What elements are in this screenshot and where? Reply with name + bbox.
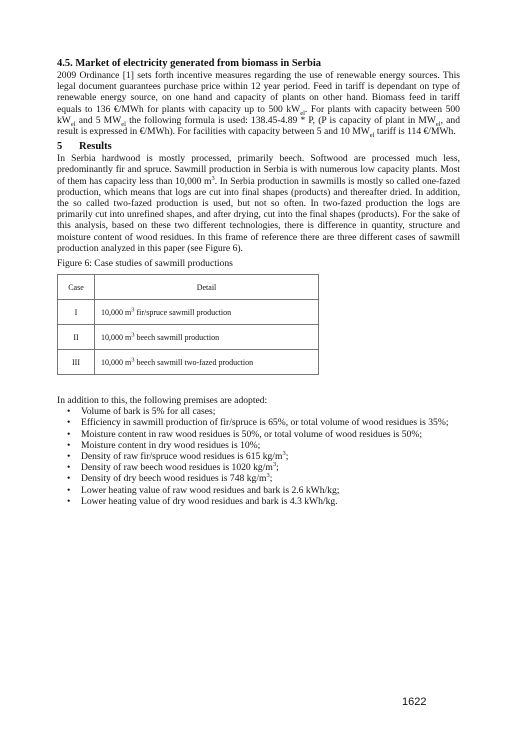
figure-6-caption: Figure 6: Case studies of sawmill productions <box>57 258 233 270</box>
text-run: , and result is expressed in €/MWh). For facilities with capacity between 5 and 10 MW <box>57 114 460 138</box>
header-case: Case <box>58 275 95 300</box>
table-row <box>58 350 319 375</box>
header-detail: Detail <box>95 275 319 300</box>
case-cell: III <box>58 350 95 375</box>
text-run: and 5 MW <box>75 114 122 126</box>
text-run: 10,000 m <box>101 357 132 367</box>
text-run: In Serbia hardwood is mostly processed, primarily beech. Softwood are processed much less, predominantly fir and spruce. Sawmill production in Serbia is with numerous low capacity plants. Most of them has capacity less than 10,000 m <box>57 153 460 187</box>
page-number: 1622 <box>402 696 427 708</box>
superscript: 3 <box>131 330 135 338</box>
list-item: • Efficiency in sawmill production of fir/spruce is 65%, or total volume of wood residues is 35%; <box>81 417 460 428</box>
section-5-paragraph <box>57 153 460 254</box>
detail-cell <box>95 300 319 325</box>
text-run: the following formula is used: 138.45-4.89 * P, (P is capacity of plant in MW <box>125 114 436 126</box>
premises-intro: In addition to this, the following premises are adopted: <box>57 395 268 407</box>
list-item: • Lower heating value of raw wood residues and bark is 2.6 kWh/kg; <box>81 485 460 496</box>
spacer <box>57 375 460 395</box>
section-4-5-heading: 4.5. Market of electricity generated from biomass in Serbia <box>57 58 321 69</box>
text-run: 10,000 m <box>101 307 132 317</box>
section-5-number: 5 <box>57 141 63 153</box>
list-item <box>81 451 460 462</box>
subscript: el <box>300 109 305 117</box>
text-run: ; <box>276 462 279 474</box>
section-5-title: Results <box>79 141 112 153</box>
premises-list <box>57 406 460 507</box>
text-run: ; <box>285 451 289 463</box>
table-row <box>58 300 319 325</box>
subscript: el <box>435 120 441 128</box>
text-run: 10,000 m <box>101 332 132 342</box>
superscript: 3 <box>282 449 286 457</box>
section-5-heading <box>57 141 460 152</box>
text-run: tariff is 114 €/MWh. <box>374 126 456 138</box>
page-content <box>57 58 460 507</box>
list-item: • Moisture content in raw wood residues is 50%, or total volume of wood residues is 50%; <box>81 429 460 440</box>
text-run: ; <box>269 473 273 485</box>
text-run: 2009 Ordinance [1] sets forth incentive measures regarding the use of renewable energy sources. This legal document guarantees purchase price within 12 year period. Feed in tariff is dependant on type of renewable energy source, on one hand and capacity of plants on other hand. Biomass feed in tariff equals to 136 €/MWh for plants with capacity up to 500 kW <box>57 70 460 115</box>
subscript: el <box>70 120 76 128</box>
list-item: • Volume of bark is 5% for all cases; <box>81 406 460 417</box>
superscript: 3 <box>131 305 135 313</box>
superscript: 3 <box>272 461 277 469</box>
list-item <box>81 462 460 473</box>
subscript: el <box>369 131 375 139</box>
superscript: 3 <box>211 174 215 182</box>
list-item: • Lower heating value of dry wood residues and bark is 4.3 kWh/kg. <box>81 496 460 507</box>
superscript: 3 <box>266 472 270 480</box>
case-cell: II <box>58 325 95 350</box>
superscript: 3 <box>131 355 135 363</box>
text-run: Density of dry beech wood residues is 748 kg/m <box>81 473 267 485</box>
text-run: Density of raw fir/spruce wood residues is 615 kg/m <box>81 451 283 463</box>
text-run: fir/spruce sawmill production <box>134 307 232 317</box>
section-4-5-paragraph <box>57 70 460 137</box>
detail-cell <box>95 350 319 375</box>
subscript: el <box>121 120 126 128</box>
list-item: • Moisture content in dry wood residues is 10%; <box>81 440 460 451</box>
table-row <box>58 325 319 350</box>
text-run: . In Serbia production in sawmills is mostly so called one-fazed production, which means that logs are cut into final shapes (products) and thereafter dried. In addition, the so called two-fazed production is used, but not so often. In two-fazed production the logs are primarily cut into unrefined shapes, and after drying, cut into the final shapes (products). For the sake of this analysis, based on these two different technologies, there is difference in quantity, structure and moisture content of wood residues. In this frame of reference there are three different cases of sawmill production analyzed in this paper (see Figure 6). <box>57 175 460 254</box>
case-studies-table <box>57 274 319 375</box>
case-cell: I <box>58 300 95 325</box>
text-run: beech sawmill two-fazed production <box>134 357 254 367</box>
detail-cell <box>95 325 319 350</box>
text-run: beech sawmill production <box>134 332 220 342</box>
table-header-row <box>58 275 319 300</box>
text-run: Density of raw beech wood residues is 1020 kg/m <box>81 462 273 474</box>
list-item <box>81 473 460 484</box>
text-run: . For plants with capacity between 500 kW <box>57 103 460 126</box>
